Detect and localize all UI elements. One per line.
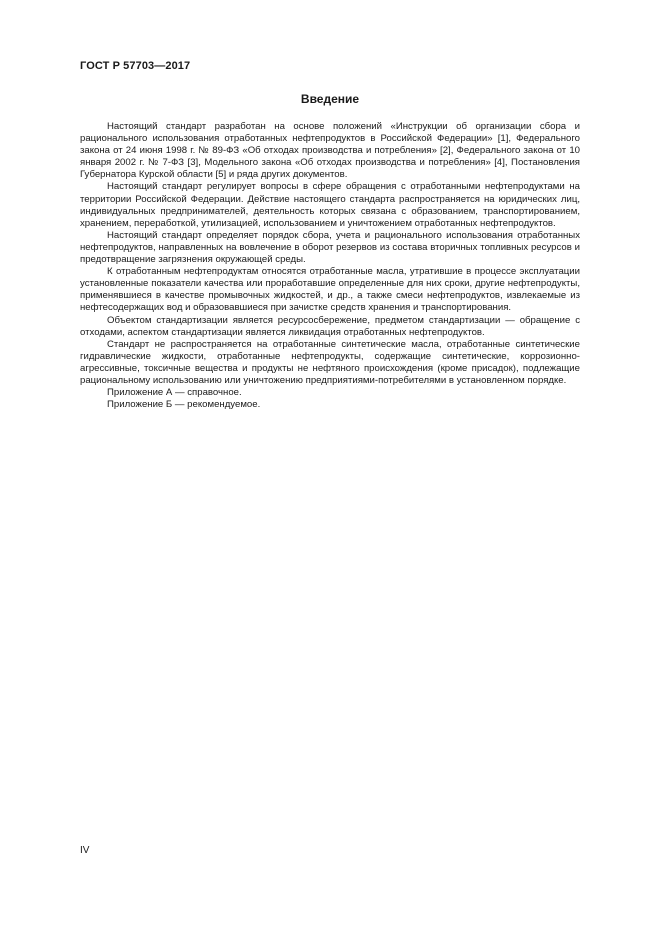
paragraph: Настоящий стандарт разработан на основе положений «Инструкции об организации сбора и рационального использования отработанных нефтепродуктов в Российской Федерации» [1], Федерального закона от 24 июня 1998 г. № 89-ФЗ «Об отходах производства и потребления» [2], Федерального закона от 10 января 2002 г. № 7-ФЗ [3], Модельного закона «Об отходах производства и потребления» [4], Постановления Губернатора Курской области [5] и ряда других документов. <box>80 121 580 181</box>
paragraph: Объектом стандартизации является ресурсосбережение, предметом стандартизации — обращение с отходами, аспектом стандартизации является ликвидация отработанных нефтепродуктов. <box>80 314 580 338</box>
standard-header: ГОСТ Р 57703—2017 <box>80 60 191 72</box>
paragraph: К отработанным нефтепродуктам относятся отработанные масла, утратившие в процессе эксплуатации установленные показатели качества или проработавшие определенные для них сроки, другие нефтепродукты, применявшиеся в качестве промывочных жидкостей, и др., а также смеси нефтепродуктов, извлекаемые из нефтесодержащих вод и образовавшиеся при зачистке средств хранения и транспортирования. <box>80 266 580 314</box>
section-title: Введение <box>300 92 360 106</box>
paragraph: Стандарт не распространяется на отработанные синтетические масла, отработанные синтетические гидравлические жидкости, отработанные нефтепродукты, содержащие синтетические, коррозионно-агрессивные, токсичные вещества и продукты не нефтяного происхождения (кроме присадок), подлежащие рациональному использованию или уничтожению предприятиями-потребителями в установленном порядке. <box>80 338 580 386</box>
paragraph: Настоящий стандарт регулирует вопросы в сфере обращения с отработанными нефтепродуктами на территории Российской Федерации. Действие настоящего стандарта распространяется на юридических лиц, индивидуальных предпринимателей, деятельность которых связана с образованием, транспортированием, хранением, переработкой, утилизацией, использованием и уничтожением отработанных нефтепродуктов. <box>80 181 580 229</box>
body-text <box>80 121 580 411</box>
page-number: IV <box>80 845 90 856</box>
annex-b-note: Приложение Б — рекомендуемое. <box>107 399 261 411</box>
annex-a-note: Приложение А — справочное. <box>107 387 242 399</box>
paragraph: Настоящий стандарт определяет порядок сбора, учета и рационального использования отработанных нефтепродуктов, направленных на вовлечение в оборот резервов из состава вторичных топливных ресурсов и предотвращение загрязнения окружающей среды. <box>80 229 580 266</box>
